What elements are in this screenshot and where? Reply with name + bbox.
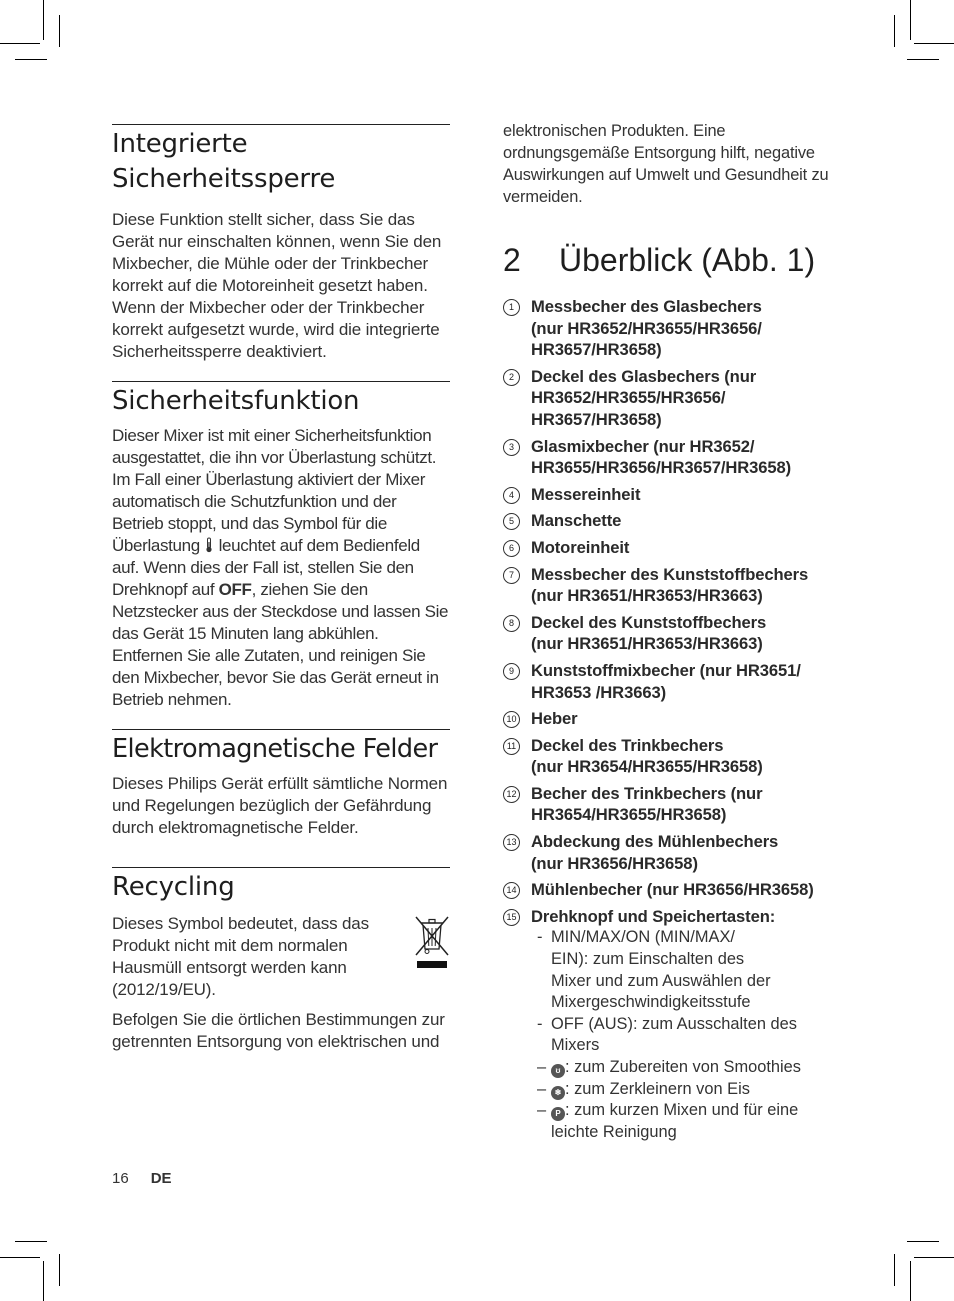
crop-mark [907,59,939,60]
section-rule [112,867,450,868]
item-label: Mühlenbecher (nur HR3656/HR3658) [531,880,814,900]
crop-mark [43,0,44,40]
crop-mark [914,43,954,44]
list-item [503,564,848,607]
section-recycling [112,867,450,1053]
item-number: 12 [503,786,520,803]
item-label: Drehknopf und Speichertasten: [531,906,776,926]
section-body: Dieser Mixer ist mit einer Sicherheitsfunktion ausgestattet, die ihn vor Überlastung schützt. Im Fall einer Überlastung aktiviert der Mixer automatisch die Schutzfunktion und der Betrieb stoppt, und das Symbol für die Überlastung leuchtet auf dem Bedienfeld auf. Wenn dies der Fall ist, stellen Sie den Drehknopf auf OFF, ziehen Sie den Netzstecker aus der Steckdose und lassen Sie das Gerät 15 Minuten lang abkühlen. Entfernen Sie alle Zutaten, und reinigen Sie den Mixbecher, bevor Sie das Gerät erneut in Betrieb nehmen. [112,426,449,709]
item-label: Becher des Trinkbechers (nur HR3654/HR3655/HR3658) [531,783,763,825]
left-column [112,124,450,1053]
item-label: Kunststoffmixbecher (nur HR3651/ HR3653 /HR3663) [531,660,801,702]
list-item [503,879,848,901]
list-item [503,831,848,874]
item-number: 5 [503,513,520,530]
sub-list-item [537,1100,848,1143]
list-item [503,708,848,730]
item-number: 8 [503,615,520,632]
list-item [503,783,848,826]
section-body: Befolgen Sie die örtlichen Bestimmungen zur getrennten Entsorgung von elektrischen und [112,1010,445,1051]
crop-mark [910,0,911,40]
crop-mark [59,15,60,47]
section-body: Diese Funktion stellt sicher, dass Sie das Gerät nur einschalten können, wenn Sie den Mixbecher, die Mühle oder der Trinkbecher korrekt auf die Motoreinheit gesetzt haben. Wenn der Mixbecher oder der Trinkbecher korrekt aufgesetzt wurde, wird die integrierte Sicherheitssperre deaktiviert. [112,210,442,361]
item-label: Manschette [531,511,622,531]
dash: - [537,1014,543,1033]
section-rule [112,381,450,382]
crop-mark [910,1261,911,1301]
sub-list-item [537,927,848,1013]
item-label: Deckel des Kunststoffbechers (nur HR3651/HR3653/HR3663) [531,612,767,654]
page-footer [112,1170,172,1187]
pulse-icon: P [551,1107,565,1121]
list-item [503,296,848,361]
crop-mark [15,59,47,60]
sub-list-item [537,1057,848,1079]
item-number: 7 [503,567,520,584]
language-code: DE [150,1170,172,1187]
item-number: 6 [503,540,520,557]
dash: – [537,1079,547,1098]
item-number: 3 [503,439,520,456]
section-rule [112,729,450,730]
sub-item-text: : zum kurzen Mixen und für eine leichte Reinigung [551,1101,799,1141]
item-label: Messereinheit [531,484,641,504]
list-item [503,906,848,1144]
item-number: 15 [503,909,520,926]
recycling-block [112,913,450,1001]
section-integrated-safety-lock [112,124,450,363]
smoothie-icon: ʊ [551,1064,565,1078]
sub-item-text: MIN/MAX/ON (MIN/MAX/ EIN): zum Einschalten des Mixer und zum Auswählen der Mixergeschwindigkeitsstufe [551,928,771,1012]
title-line: Sicherheitssperre [112,164,336,194]
sub-item-text: : zum Zerkleinern von Eis [565,1079,750,1098]
crop-mark [894,15,895,47]
ice-icon: ❄ [551,1086,565,1100]
page-number: 16 [112,1170,129,1187]
item-label: Messbecher des Kunststoffbechers (nur HR3651/HR3653/HR3663) [531,564,809,606]
thermometer-icon [204,537,214,553]
section-title: Sicherheitsfunktion [112,386,360,416]
section-title [112,127,450,197]
crossed-bin-icon [414,915,450,971]
dash: – [537,1058,547,1076]
list-item [503,484,848,506]
sub-list [531,927,848,1143]
section-title: Elektromagnetische Felder [112,734,438,764]
item-label: Deckel des Trinkbechers (nur HR3654/HR3655/HR3658) [531,735,763,777]
crop-mark [59,1254,60,1286]
crop-mark [43,1261,44,1301]
crop-mark [907,1241,939,1242]
list-item [503,366,848,431]
item-label: Motoreinheit [531,537,630,557]
section-safety-function [112,381,450,711]
crop-mark [914,1257,954,1258]
chapter-title-text: Überblick (Abb. 1) [559,242,816,278]
title-line: Integrierte [112,129,248,159]
list-item [503,510,848,532]
item-number: 1 [503,299,520,316]
section-rule [112,124,450,125]
item-label: Heber [531,709,578,729]
crop-mark [0,1257,40,1258]
item-number: 10 [503,711,520,728]
section-body: Dieses Symbol bedeutet, dass das Produkt nicht mit dem normalen Hausmüll entsorgt werden kann (2012/19/EU). [112,914,369,999]
section-body: Dieses Philips Gerät erfüllt sämtliche Normen und Regelungen bezüglich der Gefährdung durch elektromagnetische Felder. [112,774,448,837]
list-item [503,612,848,655]
list-item [503,537,848,559]
section-title: Recycling [112,872,235,902]
chapter-title [503,240,848,280]
sub-item-text: OFF (AUS): zum Ausschalten des Mixers [551,1014,797,1055]
sub-list-item [537,1079,848,1101]
item-label: Glasmixbecher (nur HR3652/ HR3655/HR3656/HR3657/HR3658) [531,436,792,478]
sub-item-text: : zum Zubereiten von Smoothies [565,1058,801,1076]
item-number: 9 [503,663,520,680]
item-number: 11 [503,738,520,755]
list-item [503,660,848,703]
item-number: 2 [503,369,520,386]
crop-mark [894,1254,895,1286]
right-column [503,120,848,1148]
crop-mark [15,1241,47,1242]
item-label: Deckel des Glasbechers (nur HR3652/HR3655/HR3656/ HR3657/HR3658) [531,366,757,429]
item-number: 13 [503,834,520,851]
list-item [503,735,848,778]
continuation-text: elektronischen Produkten. Eine ordnungsgemäße Entsorgung hilft, negative Auswirkungen auf Umwelt und Gesundheit zu vermeiden. [503,122,829,206]
dash: - [537,928,543,947]
chapter-number: 2 [503,242,521,278]
list-item [503,436,848,479]
overview-list [503,296,848,1143]
item-number: 4 [503,487,520,504]
item-label: Abdeckung des Mühlenbechers (nur HR3656/HR3658) [531,832,779,873]
dash: – [537,1101,547,1120]
item-label: Messbecher des Glasbechers (nur HR3652/HR3655/HR3656/ HR3657/HR3658) [531,297,762,360]
sub-list-item [537,1014,848,1057]
section-em-fields [112,729,450,839]
item-number: 14 [503,882,520,899]
crop-mark [0,43,40,44]
